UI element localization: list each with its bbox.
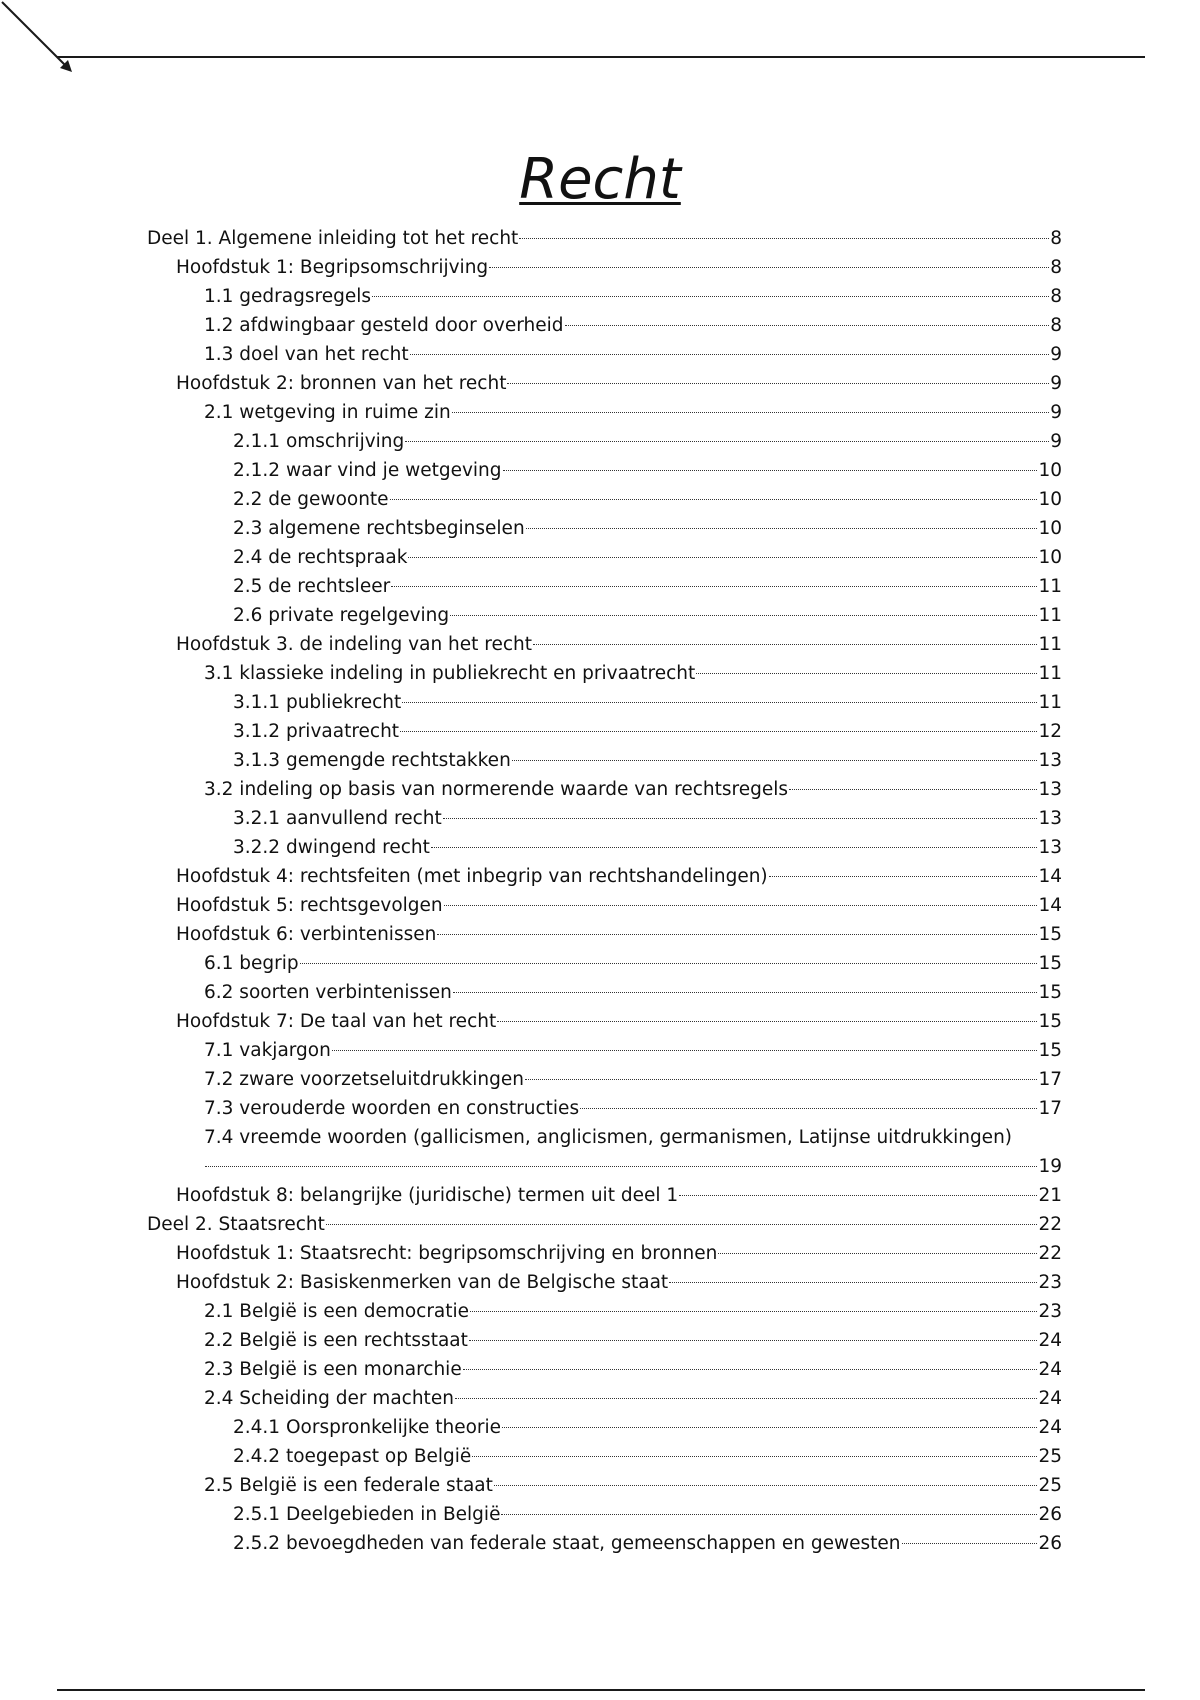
- toc-page-number: 14: [1038, 866, 1062, 887]
- toc-page-number: 15: [1038, 982, 1062, 1003]
- toc-entry[interactable]: [233, 833, 1062, 862]
- toc-page-number: 22: [1038, 1214, 1062, 1235]
- toc-entry-title: 7.3 verouderde woorden en constructies: [204, 1098, 580, 1119]
- toc-page-number: 22: [1038, 1243, 1062, 1264]
- toc-dot-leader: [300, 963, 1038, 964]
- toc-entry-title: 6.2 soorten verbintenissen: [204, 982, 452, 1003]
- toc-entry[interactable]: [204, 659, 1062, 688]
- toc-dot-leader: [525, 1079, 1037, 1080]
- toc-entry-title: 2.4 de rechtspraak: [233, 547, 408, 568]
- toc-page-number: 11: [1038, 692, 1062, 713]
- toc-page-number: 13: [1038, 837, 1062, 858]
- toc-page-number: 15: [1038, 953, 1062, 974]
- toc-page-number: 23: [1038, 1272, 1062, 1293]
- toc-entry-title: 2.5 België is een federale staat: [204, 1475, 493, 1496]
- toc-dot-leader: [443, 818, 1038, 819]
- toc-entry[interactable]: [204, 1065, 1062, 1094]
- toc-entry-title: 7.4 vreemde woorden (gallicismen, anglicismen, germanismen, Latijnse uitdrukkingen): [204, 1127, 1013, 1148]
- toc-page-number: 26: [1038, 1533, 1062, 1554]
- toc-dot-leader: [533, 644, 1037, 645]
- toc-entry-title: 3.1.1 publiekrecht: [233, 692, 402, 713]
- toc-page-number: 23: [1038, 1301, 1062, 1322]
- toc-entry-title: Hoofdstuk 8: belangrijke (juridische) termen uit deel 1: [176, 1185, 679, 1206]
- toc-entry[interactable]: [176, 1181, 1062, 1210]
- toc-entry[interactable]: [147, 1210, 1062, 1239]
- toc-entry[interactable]: [176, 1007, 1062, 1036]
- toc-page-number: 15: [1038, 1011, 1062, 1032]
- toc-entry[interactable]: [204, 1384, 1062, 1413]
- toc-page-number: 11: [1038, 663, 1062, 684]
- toc-dot-leader: [453, 992, 1038, 993]
- toc-entry-title: 2.1 België is een democratie: [204, 1301, 470, 1322]
- toc-entry[interactable]: [204, 1094, 1062, 1123]
- toc-entry-title: 6.1 begrip: [204, 953, 299, 974]
- toc-page-number: 8: [1050, 257, 1062, 278]
- toc-entry-title: Deel 1. Algemene inleiding tot het recht: [147, 228, 519, 249]
- toc-page-number: 8: [1050, 286, 1062, 307]
- toc-entry[interactable]: [176, 1239, 1062, 1268]
- toc-entry-title: 3.2.2 dwingend recht: [233, 837, 430, 858]
- toc-entry-title: 1.1 gedragsregels: [204, 286, 371, 307]
- toc-entry-title: 2.1.2 waar vind je wetgeving: [233, 460, 502, 481]
- toc-entry[interactable]: [204, 1471, 1062, 1500]
- toc-dot-leader: [669, 1282, 1037, 1283]
- toc-page-number: 13: [1038, 779, 1062, 800]
- toc-page-number: 26: [1038, 1504, 1062, 1525]
- toc-dot-leader: [444, 905, 1038, 906]
- toc-entry-title: 2.5.2 bevoegdheden van federale staat, gemeenschappen en gewesten: [233, 1533, 901, 1554]
- document-title: Recht: [519, 147, 681, 212]
- toc-entry[interactable]: [147, 224, 1062, 253]
- toc-entry-title: 2.3 België is een monarchie: [204, 1359, 462, 1380]
- toc-dot-leader: [472, 1456, 1037, 1457]
- toc-dot-leader: [696, 673, 1037, 674]
- toc-entry[interactable]: [233, 804, 1062, 833]
- toc-page-number: 14: [1038, 895, 1062, 916]
- toc-dot-leader: [580, 1108, 1037, 1109]
- toc-entry-title: Hoofdstuk 1: Staatsrecht: begripsomschrijving en bronnen: [176, 1243, 718, 1264]
- toc-entry[interactable]: [176, 1268, 1062, 1297]
- toc-entry[interactable]: [204, 282, 1062, 311]
- toc-page-number: 17: [1038, 1069, 1062, 1090]
- toc-entry[interactable]: [176, 630, 1062, 659]
- toc-dot-leader: [502, 1427, 1037, 1428]
- toc-entry-title: 3.2 indeling op basis van normerende waarde van rechtsregels: [204, 779, 789, 800]
- toc-page-number: 9: [1050, 344, 1062, 365]
- toc-entry[interactable]: [233, 1413, 1062, 1442]
- toc-entry-title: 2.5.1 Deelgebieden in België: [233, 1504, 501, 1525]
- toc-entry-title: Deel 2. Staatsrecht: [147, 1214, 325, 1235]
- toc-dot-leader: [332, 1050, 1038, 1051]
- toc-dot-leader: [205, 1166, 1037, 1167]
- toc-entry-title: 2.1.1 omschrijving: [233, 431, 405, 452]
- toc-dot-leader: [372, 296, 1049, 297]
- toc-page-number: 15: [1038, 1040, 1062, 1061]
- toc-entry-title: 3.1.2 privaatrecht: [233, 721, 400, 742]
- toc-entry[interactable]: [204, 775, 1062, 804]
- toc-entry-title: 2.5 de rechtsleer: [233, 576, 391, 597]
- toc-entry-title: Hoofdstuk 7: De taal van het recht: [176, 1011, 497, 1032]
- toc-dot-leader: [565, 325, 1050, 326]
- toc-dot-leader: [463, 1369, 1038, 1370]
- toc-entry[interactable]: [176, 369, 1062, 398]
- toc-entry[interactable]: [233, 485, 1062, 514]
- toc-entry[interactable]: [233, 543, 1062, 572]
- toc-dot-leader: [497, 1021, 1037, 1022]
- toc-dot-leader: [408, 557, 1037, 558]
- toc-entry-title: Hoofdstuk 4: rechtsfeiten (met inbegrip van rechtshandelingen): [176, 866, 768, 887]
- toc-page-number: 10: [1038, 460, 1062, 481]
- toc-entry[interactable]: [233, 601, 1062, 630]
- toc-page-number: 9: [1050, 431, 1062, 452]
- toc-entry-title: 2.6 private regelgeving: [233, 605, 450, 626]
- toc-page-number: 11: [1038, 634, 1062, 655]
- footer-rule: [57, 1689, 1145, 1691]
- toc-entry-title: 2.2 de gewoonte: [233, 489, 389, 510]
- toc-page-number: 24: [1038, 1388, 1062, 1409]
- toc-page-number: 10: [1038, 518, 1062, 539]
- toc-page-number: 8: [1050, 315, 1062, 336]
- toc-dot-leader: [902, 1543, 1038, 1544]
- toc-entry-title: Hoofdstuk 6: verbintenissen: [176, 924, 437, 945]
- toc-dot-leader: [769, 876, 1038, 877]
- toc-dot-leader: [489, 267, 1049, 268]
- toc-entry-title: 3.1.3 gemengde rechtstakken: [233, 750, 511, 771]
- toc-dot-leader: [503, 470, 1038, 471]
- corner-arrow-icon: [0, 0, 80, 80]
- toc-dot-leader: [679, 1195, 1037, 1196]
- toc-page-number: 19: [1038, 1156, 1062, 1177]
- toc-dot-leader: [789, 789, 1037, 790]
- toc-dot-leader: [391, 586, 1037, 587]
- toc-dot-leader: [519, 238, 1049, 239]
- toc-entry-title: Hoofdstuk 1: Begripsomschrijving: [176, 257, 489, 278]
- toc-dot-leader: [437, 934, 1037, 935]
- toc-page-number: 8: [1050, 228, 1062, 249]
- toc-page-number: 10: [1038, 547, 1062, 568]
- toc-entry[interactable]: [204, 311, 1062, 340]
- toc-entry-title: 2.4.1 Oorspronkelijke theorie: [233, 1417, 502, 1438]
- toc-entry[interactable]: [204, 1123, 1062, 1152]
- toc-entry[interactable]: [233, 1529, 1062, 1558]
- toc-entry-title: 2.2 België is een rechtsstaat: [204, 1330, 468, 1351]
- toc-entry-title: Hoofdstuk 2: bronnen van het recht: [176, 373, 507, 394]
- toc-dot-leader: [494, 1485, 1038, 1486]
- toc-dot-leader: [452, 412, 1050, 413]
- toc-entry[interactable]: [204, 1036, 1062, 1065]
- toc-entry[interactable]: [233, 1500, 1062, 1529]
- toc-dot-leader: [400, 731, 1037, 732]
- toc-page-number: 13: [1038, 808, 1062, 829]
- toc-page-number: 17: [1038, 1098, 1062, 1119]
- toc-entry[interactable]: [176, 253, 1062, 282]
- toc-entry-title: Hoofdstuk 3. de indeling van het recht: [176, 634, 533, 655]
- toc-dot-leader: [501, 1514, 1037, 1515]
- toc-entry[interactable]: [233, 717, 1062, 746]
- toc-entry-title: 2.3 algemene rechtsbeginselen: [233, 518, 525, 539]
- toc-page-number: 9: [1050, 402, 1062, 423]
- toc-dot-leader: [410, 354, 1050, 355]
- toc-entry-title: 3.1 klassieke indeling in publiekrecht en privaatrecht: [204, 663, 696, 684]
- toc-page-number: 24: [1038, 1359, 1062, 1380]
- toc-entry-title: 1.3 doel van het recht: [204, 344, 409, 365]
- toc-entry-continuation[interactable]: [204, 1152, 1062, 1181]
- toc-entry[interactable]: [204, 1297, 1062, 1326]
- toc-dot-leader: [405, 441, 1049, 442]
- toc-entry-title: 2.4.2 toegepast op België: [233, 1446, 472, 1467]
- toc-entry[interactable]: [176, 920, 1062, 949]
- toc-entry[interactable]: [204, 1326, 1062, 1355]
- toc-entry[interactable]: [204, 398, 1062, 427]
- toc-entry-title: 7.1 vakjargon: [204, 1040, 331, 1061]
- toc-dot-leader: [526, 528, 1038, 529]
- toc-entry[interactable]: [233, 427, 1062, 456]
- toc-dot-leader: [326, 1224, 1038, 1225]
- toc-entry[interactable]: [233, 1442, 1062, 1471]
- toc-entry-title: 1.2 afdwingbaar gesteld door overheid: [204, 315, 564, 336]
- toc-entry[interactable]: [233, 572, 1062, 601]
- toc-page-number: 21: [1038, 1185, 1062, 1206]
- toc-page-number: 24: [1038, 1417, 1062, 1438]
- toc-page-number: 24: [1038, 1330, 1062, 1351]
- toc-dot-leader: [718, 1253, 1037, 1254]
- toc-entry-title: Hoofdstuk 5: rechtsgevolgen: [176, 895, 443, 916]
- toc-dot-leader: [402, 702, 1037, 703]
- toc-entry[interactable]: [176, 862, 1062, 891]
- toc-dot-leader: [431, 847, 1038, 848]
- toc-page-number: 15: [1038, 924, 1062, 945]
- toc-dot-leader: [512, 760, 1038, 761]
- toc-dot-leader: [390, 499, 1038, 500]
- toc-page-number: 10: [1038, 489, 1062, 510]
- toc-entry[interactable]: [204, 978, 1062, 1007]
- toc-dot-leader: [469, 1340, 1038, 1341]
- toc-page-number: 12: [1038, 721, 1062, 742]
- header-rule: [57, 56, 1145, 58]
- toc-entry-title: Hoofdstuk 2: Basiskenmerken van de Belgische staat: [176, 1272, 669, 1293]
- toc-entry[interactable]: [204, 340, 1062, 369]
- toc-entry[interactable]: [204, 1355, 1062, 1384]
- toc-entry[interactable]: [233, 688, 1062, 717]
- toc-dot-leader: [470, 1311, 1037, 1312]
- toc-entry-title: 2.4 Scheiding der machten: [204, 1388, 454, 1409]
- toc-entry[interactable]: [176, 891, 1062, 920]
- toc-dot-leader: [450, 615, 1037, 616]
- toc-entry[interactable]: [233, 514, 1062, 543]
- toc-entry[interactable]: [233, 746, 1062, 775]
- toc-entry-title: 3.2.1 aanvullend recht: [233, 808, 442, 829]
- toc-dot-leader: [507, 383, 1049, 384]
- toc-page-number: 25: [1038, 1446, 1062, 1467]
- toc-page-number: 25: [1038, 1475, 1062, 1496]
- toc-entry[interactable]: [204, 949, 1062, 978]
- toc-entry[interactable]: [233, 456, 1062, 485]
- toc-page-number: 11: [1038, 605, 1062, 626]
- toc-page-number: 9: [1050, 373, 1062, 394]
- toc-entry-title: 7.2 zware voorzetseluitdrukkingen: [204, 1069, 524, 1090]
- toc-page-number: 11: [1038, 576, 1062, 597]
- toc-entry-title: 2.1 wetgeving in ruime zin: [204, 402, 451, 423]
- toc-page-number: 13: [1038, 750, 1062, 771]
- toc-dot-leader: [455, 1398, 1038, 1399]
